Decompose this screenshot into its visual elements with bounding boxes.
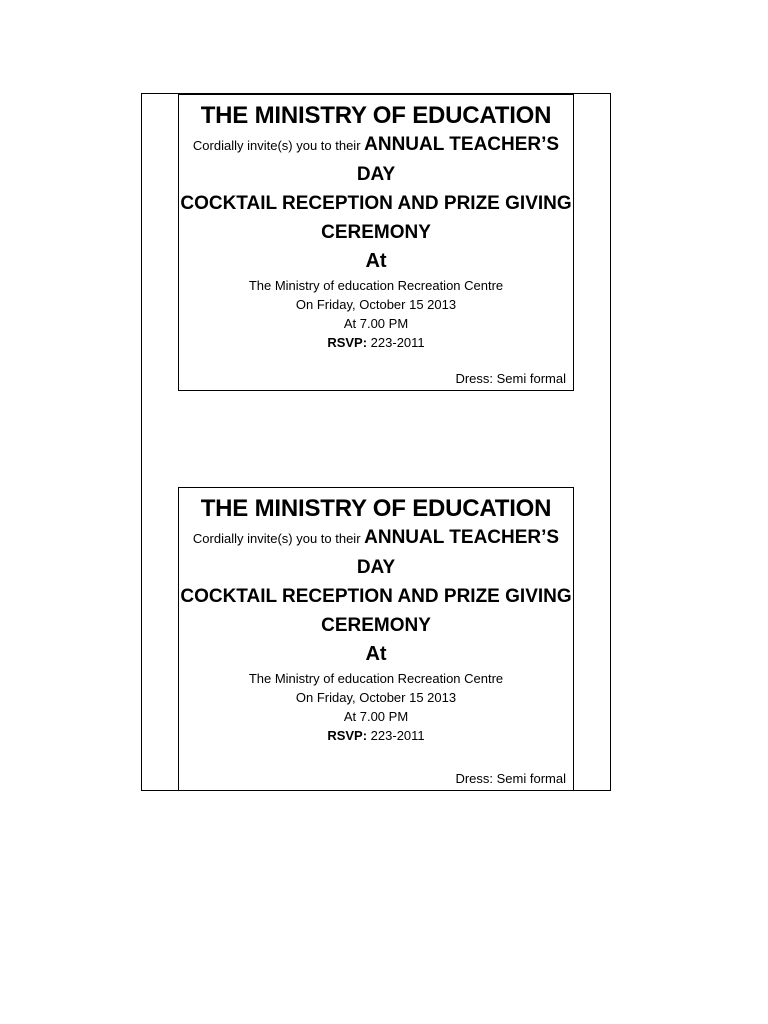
rsvp-label: RSVP: [327,335,368,350]
rsvp-number: 223-2011 [367,728,425,743]
event-line-1: ANNUAL TEACHER’S [364,527,560,548]
invite-prefix: Cordially invite(s) you to their [192,531,365,546]
event-line-3: COCKTAIL RECEPTION AND PRIZE GIVING [180,586,572,607]
dress-code: Dress: Semi formal [455,771,566,786]
rsvp-number: 223-2011 [367,335,425,350]
invite-prefix: Cordially invite(s) you to their [192,138,365,153]
event-line-2: DAY [356,557,396,578]
rsvp [179,726,573,745]
rsvp [179,333,573,352]
event-line-4: CEREMONY [321,615,431,636]
at-label: At [365,250,387,272]
event-line-3: COCKTAIL RECEPTION AND PRIZE GIVING [180,193,572,214]
time: At 7.00 PM [343,316,409,331]
invitation-card-1 [178,94,574,391]
at-label: At [365,643,387,665]
venue: The Ministry of education Recreation Centre [248,278,504,293]
date: On Friday, October 15 2013 [295,297,457,312]
venue: The Ministry of education Recreation Centre [248,671,504,686]
rsvp-label: RSVP: [327,728,368,743]
invite-line [179,523,573,553]
event-line-1: ANNUAL TEACHER’S [364,134,560,155]
dress-code: Dress: Semi formal [455,371,566,386]
time: At 7.00 PM [343,709,409,724]
event-line-2: DAY [356,164,396,185]
invitation-card-2 [178,487,574,791]
invite-line [179,130,573,160]
card-title: THE MINISTRY OF EDUCATION [200,495,552,522]
event-line-4: CEREMONY [321,222,431,243]
date: On Friday, October 15 2013 [295,690,457,705]
card-title: THE MINISTRY OF EDUCATION [200,102,552,129]
